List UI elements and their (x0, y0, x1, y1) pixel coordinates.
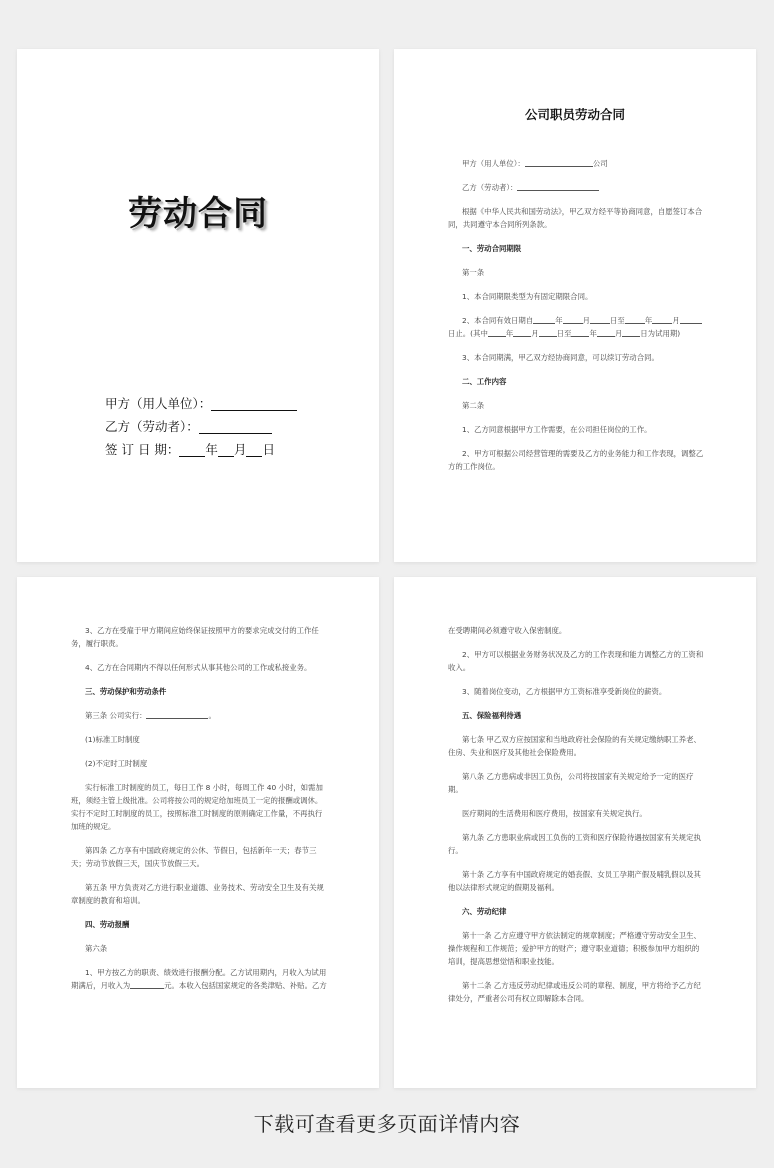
clause: 3、乙方在受雇于甲方期间应始终保证按照甲方的要求完成交付的工作任务，履行职责。 (71, 626, 319, 648)
cover-title: 劳动合同 (128, 194, 268, 234)
contract-page-1 (394, 49, 756, 562)
section-heading: 一、劳动合同期限 (462, 244, 522, 253)
article-label: 第一条 (462, 268, 485, 277)
month-label: 月 (233, 442, 247, 457)
clause-salary: 1、甲方按乙方的职责、绩效进行报酬分配。乙方试用期内，月收入为试用期满后，月收入为 元。本收入包括国家规定的各类津贴、补贴。乙方 (71, 968, 327, 990)
party-a-row (105, 392, 297, 415)
contract-body-2 (71, 624, 327, 992)
article-11: 第十一条 乙方应遵守甲方依法制定的规章制度；严格遵守劳动安全卫生、操作规程和工作规范；爱护甲方的财产；遵守职业道德；积极参加甲方组织的培训，提高思想觉悟和职业技能。 (448, 931, 701, 966)
clause: 在受聘期间必须遵守收入保密制度。 (448, 626, 567, 635)
contract-page-3 (394, 577, 756, 1088)
article-5: 第五条 甲方负责对乙方进行职业道德、业务技术、劳动安全卫生及有关规章制度的教育和培训。 (71, 883, 324, 905)
section-heading: 三、劳动保护和劳动条件 (85, 687, 167, 696)
year-label: 年 (205, 442, 218, 457)
clause: 3、随着岗位变动，乙方根据甲方工资标准享受新岗位的薪资。 (462, 687, 667, 696)
party-a-blank-2 (525, 158, 593, 167)
article-8-cont: 医疗期间的生活费用和医疗费用，按国家有关规定执行。 (462, 809, 647, 818)
day-label: 日 (262, 442, 275, 457)
article-label: 第二条 (462, 401, 485, 410)
clause: 1、本合同期限类型为有固定期限合同。 (462, 292, 593, 301)
download-caption: 下载可查看更多页面详情内容 (253, 1112, 521, 1136)
clause: 2、甲方可根据公司经营管理的需要及乙方的业务能力和工作表现，调整乙方的工作岗位。 (448, 449, 704, 471)
section-heading: 六、劳动纪律 (462, 907, 507, 916)
section-heading: 四、劳动报酬 (85, 920, 130, 929)
party-b-blank (199, 418, 272, 434)
party-a-label: 甲方（用人单位）： (105, 396, 212, 411)
party-b-label: 乙方（劳动者）： (105, 419, 199, 434)
clause: 3、本合同期满，甲乙双方经协商同意，可以续订劳动合同。 (462, 353, 659, 362)
intro-paragraph: 根据《中华人民共和国劳动法》，甲乙双方经平等协商同意，自愿签订本合同，共同遵守本合同所列条款。 (448, 207, 703, 229)
article-4: 第四条 乙方享有中国政府规定的公休、节假日，包括新年一天；春节三天；劳动节放假三天，国庆节放假三天。 (71, 846, 317, 868)
article-9: 第九条 乙方患职业病或因工负伤的工资和医疗保险待遇按国家有关规定执行。 (448, 833, 701, 855)
cover-fields (105, 392, 297, 461)
article-10: 第十条 乙方享有中国政府规定的婚丧假、女员工孕期产假及哺乳假以及其他以法律形式规定的假期及福利。 (448, 870, 701, 892)
contract-title: 公司职员劳动合同 (524, 107, 625, 122)
year-blank (179, 441, 205, 457)
party-b-blank-2 (517, 182, 599, 191)
contract-body-3 (448, 624, 704, 1005)
section-heading: 二、工作内容 (462, 377, 507, 386)
contract-page-2 (17, 577, 379, 1088)
clause-dates: 2、本合同有效日期自 年 月 日至 年 月日止。(其中 年 月 日至 年 月 日为试用期) (448, 314, 704, 340)
party-a-suffix: 公司 (592, 159, 608, 168)
clause: 4、乙方在合同期内不得以任何形式从事其他公司的工作或私接业务。 (85, 663, 312, 672)
clause: 1、乙方同意根据甲方工作需要，在公司担任岗位的工作。 (462, 425, 652, 434)
day-blank (246, 441, 262, 457)
article-12: 第十二条 乙方违反劳动纪律或违反公司的章程、制度，甲方将给予乙方纪律处分，严重者公司有权立即解除本合同。 (448, 981, 701, 1003)
party-b-line: 乙方（劳动者）： (462, 183, 518, 192)
option: (1)标准工时制度 (85, 735, 140, 744)
article-7: 第七条 甲乙双方应按国家和当地政府社会保险的有关规定缴纳职工养老、住房、失业和医疗及其他社会保险费用。 (448, 735, 701, 757)
article-8: 第八条 乙方患病或非因工负伤，公司将按国家有关规定给予一定的医疗期。 (448, 772, 694, 794)
section-heading: 五、保险福利待遇 (462, 711, 522, 720)
party-a-line: 甲方（用人单位）： (462, 159, 525, 168)
clause: 实行标准工时制度的员工，每日工作 8 小时，每周工作 40 小时，如需加班，须经主管上级批准。公司将按公司的规定给加班员工一定的报酬或调休。实行不定时工时制度的员工，按照标准工时制度的原则确定工作量，不再执行加班的规定。 (71, 783, 323, 831)
month-blank (218, 441, 234, 457)
sign-date-label: 签 订 日 期： (105, 442, 180, 457)
sign-date-row (105, 438, 297, 461)
article-3: 第三条 公司实行： 。 (85, 711, 216, 720)
option: (2)不定时工时制度 (85, 759, 148, 768)
article-label: 第六条 (85, 944, 108, 953)
cover-page (17, 49, 379, 562)
party-a-blank (211, 395, 297, 411)
party-b-row (105, 415, 297, 438)
clause: 2、甲方可以根据业务财务状况及乙方的工作表现和能力调整乙方的工资和收入。 (448, 650, 704, 672)
contract-body-1 (448, 157, 704, 473)
